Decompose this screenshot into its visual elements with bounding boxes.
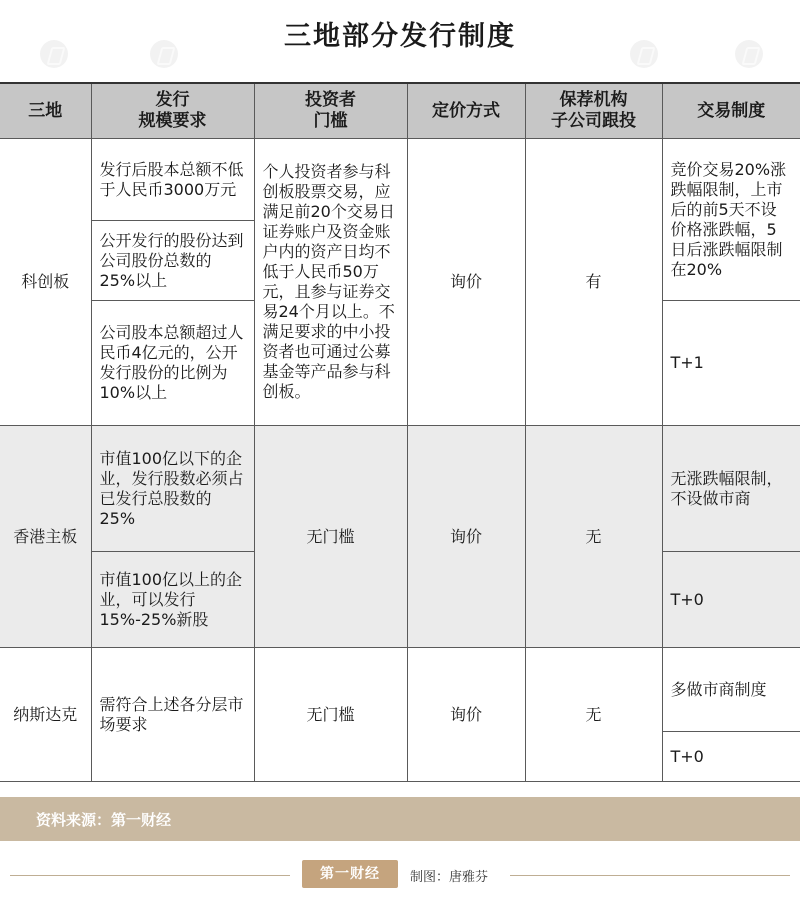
trading-cell: 无涨跌幅限制，不设做市商 [662,426,800,552]
threshold-cell: 个人投资者参与科创板股票交易，应满足前20个交易日证券账户及资金账户内的资产日均不低于人民币50万元，且参与证券交易24个月以上。不满足要求的中小投资者也可通过公募基金等产品参与科创板。 [254,139,407,426]
divider-right [510,875,790,876]
table-row [0,139,800,221]
trading-cell: 竞价交易20%涨跌幅限制，上市后的前5天不设价格涨跌幅，5日后涨跌幅限制在20% [662,139,800,301]
pricing-cell: 询价 [407,426,525,648]
issue-cell: 市值100亿以下的企业，发行股数必须占已发行总股数的25% [91,426,254,552]
header-row [0,83,800,139]
trading-cell: T+0 [662,732,800,782]
issue-cell: 公开发行的股份达到公司股份总数的25%以上 [91,221,254,301]
yicai-logo: 第一财经 [302,860,398,888]
table-row [0,426,800,536]
sponsor-cell: 无 [525,426,662,648]
watermark-icon [630,40,658,68]
chart-credit: 制图：唐雅芬 [410,870,489,885]
header-sponsor-line1: 保荐机构 [559,90,628,110]
trading-cell: T+1 [662,301,800,426]
header-issue-line2: 规模要求 [138,111,207,131]
issue-cell: 发行后股本总额不低于人民币3000万元 [91,139,254,221]
header-issue-line1: 发行 [155,90,190,110]
issue-cell: 需符合上述各分层市场要求 [91,648,254,782]
threshold-cell: 无门槛 [254,426,407,648]
region-cell: 科创板 [0,139,91,426]
region-cell: 纳斯达克 [0,648,91,782]
issue-cell: 市值100亿以上的企业，可以发行15%-25%新股 [91,552,254,648]
header-sponsor [525,83,662,139]
watermark-icon [735,40,763,68]
header-issue-requirement [91,83,254,139]
header-trading: 交易制度 [662,83,800,139]
threshold-cell: 无门槛 [254,648,407,782]
header-threshold-line2: 门槛 [313,111,348,131]
trading-cell: T+0 [662,552,800,648]
watermark-icon [40,40,68,68]
header-region: 三地 [0,83,91,139]
watermark-icon [150,40,178,68]
header-threshold-line1: 投资者 [305,90,356,110]
pricing-cell: 询价 [407,648,525,782]
sponsor-cell: 有 [525,139,662,426]
region-cell: 香港主板 [0,426,91,648]
source-band [0,797,800,841]
issue-cell: 公司股本总额超过人民币4亿元的，公开发行股份的比例为10%以上 [91,301,254,426]
source-note: 资料来源：第一财经 [36,811,172,829]
header-investor-threshold [254,83,407,139]
issuance-comparison-table [0,82,800,782]
header-pricing: 定价方式 [407,83,525,139]
header-sponsor-line2: 子公司跟投 [551,111,636,131]
trading-cell: 多做市商制度 [662,648,800,732]
page-title: 三地部分发行制度 [284,21,516,52]
table-row [0,648,800,732]
pricing-cell: 询价 [407,139,525,426]
divider-left [10,875,290,876]
sponsor-cell: 无 [525,648,662,782]
